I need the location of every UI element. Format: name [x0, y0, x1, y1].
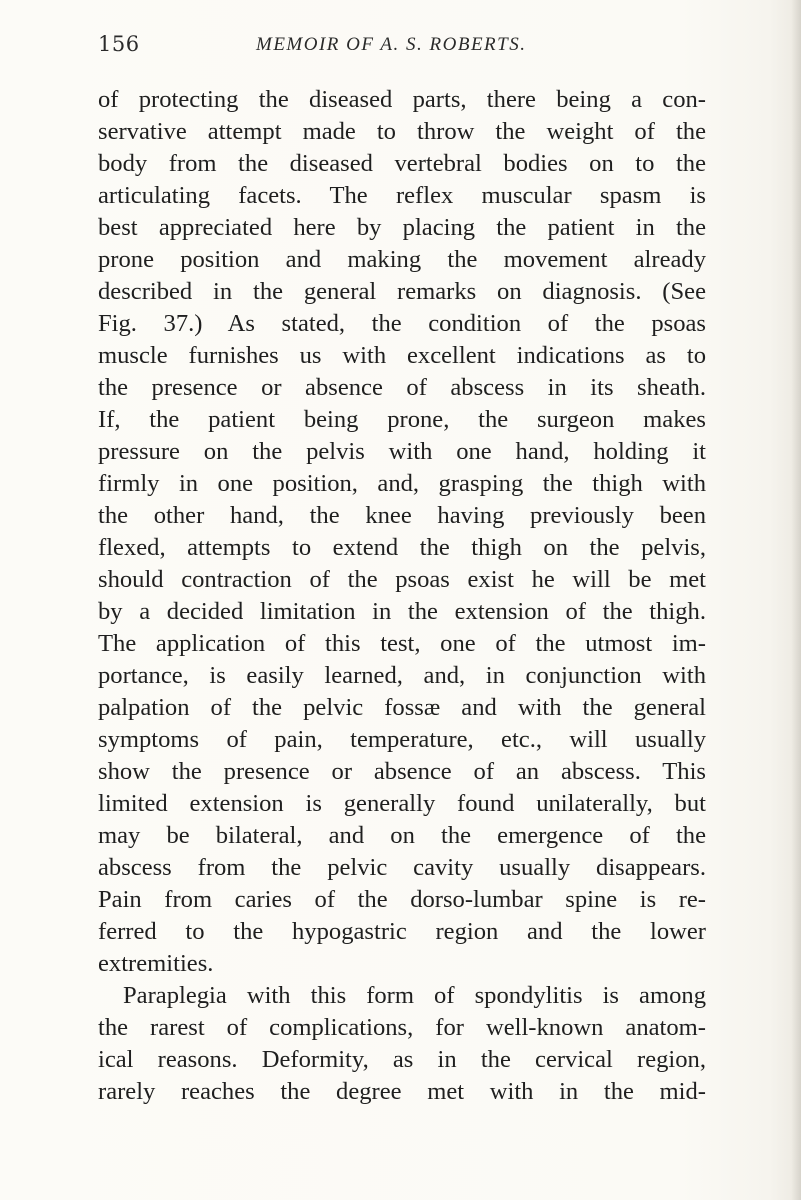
- text-line: pressure on the pelvis with one hand, holding it: [98, 438, 706, 465]
- text-line: articulating facets. The reflex muscular spasm is: [98, 182, 706, 209]
- text-line: prone position and making the movement already: [98, 246, 706, 273]
- text-line: flexed, attempts to extend the thigh on the pelvis,: [98, 534, 706, 561]
- text-line: limited extension is generally found unilaterally, but: [98, 790, 706, 817]
- body-text: [98, 84, 706, 1108]
- text-line: the presence or absence of abscess in its sheath.: [98, 374, 706, 401]
- text-line: should contraction of the psoas exist he will be met: [98, 566, 706, 593]
- text-line: show the presence or absence of an abscess. This: [98, 758, 706, 785]
- text-line: described in the general remarks on diagnosis. (See: [98, 278, 706, 305]
- text-line: the rarest of complications, for well-known anatom-: [98, 1014, 706, 1041]
- text-line: firmly in one position, and, grasping the thigh with: [98, 470, 706, 497]
- text-line: best appreciated here by placing the patient in the: [98, 214, 706, 241]
- text-line: muscle furnishes us with excellent indications as to: [98, 342, 706, 369]
- text-line: ical reasons. Deformity, as in the cervical region,: [98, 1046, 706, 1073]
- text-line: Pain from caries of the dorso-lumbar spine is re-: [98, 886, 706, 913]
- text-line: The application of this test, one of the utmost im-: [98, 630, 706, 657]
- text-line: If, the patient being prone, the surgeon makes: [98, 406, 706, 433]
- text-line: by a decided limitation in the extension of the thigh.: [98, 598, 706, 625]
- text-line: portance, is easily learned, and, in conjunction with: [98, 662, 706, 689]
- text-line: servative attempt made to throw the weight of the: [98, 118, 706, 145]
- text-line: body from the diseased vertebral bodies on to the: [98, 150, 706, 177]
- text-line: rarely reaches the degree met with in the mid-: [98, 1078, 706, 1105]
- text-line: the other hand, the knee having previously been: [98, 502, 706, 529]
- page-edge-shadow: [791, 0, 801, 1200]
- page-number: 156: [98, 32, 140, 56]
- text-line-paragraph-start: Paraplegia with this form of spondylitis is among: [123, 982, 706, 1009]
- text-line: symptoms of pain, temperature, etc., will usually: [98, 726, 706, 753]
- text-line: ferred to the hypogastric region and the lower: [98, 918, 706, 945]
- text-line: Fig. 37.) As stated, the condition of the psoas: [98, 310, 706, 337]
- text-line: abscess from the pelvic cavity usually disappears.: [98, 854, 706, 881]
- running-head: MEMOIR OF A. S. ROBERTS.: [256, 34, 527, 55]
- page-header: [98, 28, 708, 68]
- text-line-paragraph-end: extremities.: [98, 950, 214, 977]
- text-line: may be bilateral, and on the emergence of the: [98, 822, 706, 849]
- text-line: of protecting the diseased parts, there being a con-: [98, 86, 706, 113]
- text-line: palpation of the pelvic fossæ and with the general: [98, 694, 706, 721]
